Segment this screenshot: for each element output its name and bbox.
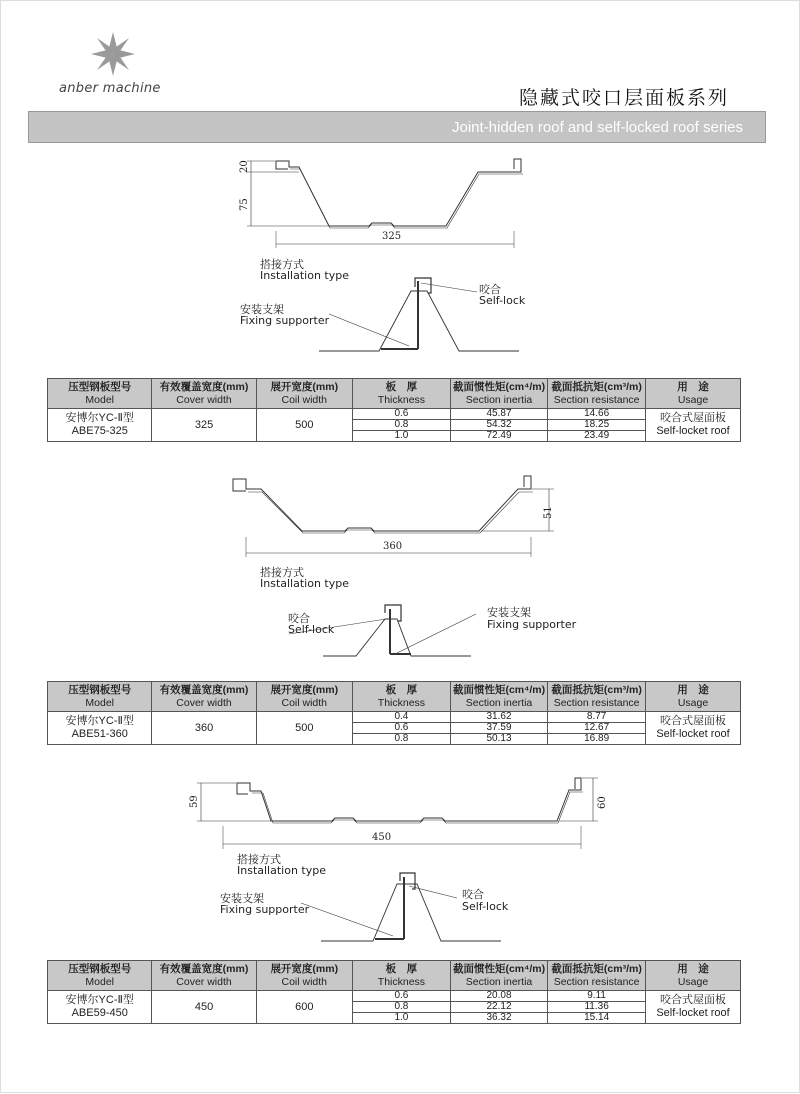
col-thickness: 板 厚 Thickness xyxy=(353,961,451,991)
col-usage: 用 途 Usage xyxy=(646,379,741,409)
inertia-cell: 45.87 xyxy=(450,409,547,420)
col-inertia: 截面惯性矩(cm⁴/m) Section inertia xyxy=(450,682,547,712)
resistance-cell: 23.49 xyxy=(548,431,646,442)
fixing-supporter-cn: 安装支架 xyxy=(240,303,284,316)
dim-height-20: 20 xyxy=(239,160,250,173)
col-thickness: 板 厚 Thickness xyxy=(353,682,451,712)
resistance-cell: 14.66 xyxy=(548,409,646,420)
inertia-cell: 50.13 xyxy=(450,734,547,745)
fixing-supporter-cn: 安装支架 xyxy=(487,606,531,619)
dim-width-325: 325 xyxy=(382,231,402,242)
table-row xyxy=(48,712,741,723)
resistance-cell: 9.11 xyxy=(548,991,646,1002)
thickness-cell: 0.6 xyxy=(353,723,451,734)
dim-width-360: 360 xyxy=(383,541,403,552)
resistance-cell: 11.36 xyxy=(548,1002,646,1013)
col-coil-width: 展开宽度(mm) Coil width xyxy=(256,961,352,991)
usage-cell: 咬合式屋面板 Self-locket roof xyxy=(646,712,741,745)
resistance-cell: 16.89 xyxy=(548,734,646,745)
col-thickness: 板 厚 Thickness xyxy=(353,379,451,409)
spec-table-75-325 xyxy=(47,378,741,442)
thickness-cell: 0.8 xyxy=(353,734,451,745)
inertia-cell: 22.12 xyxy=(450,1002,547,1013)
resistance-cell: 18.25 xyxy=(548,420,646,431)
col-usage: 用 途 Usage xyxy=(646,682,741,712)
model-cell: 安博尔YC-Ⅱ型 ABE59-450 xyxy=(48,991,152,1024)
table-row xyxy=(48,991,741,1002)
col-resistance: 截面抵抗矩(cm³/m) Section resistance xyxy=(548,682,646,712)
thickness-cell: 0.4 xyxy=(353,712,451,723)
col-cover-width: 有效覆盖宽度(mm) Cover width xyxy=(152,682,256,712)
page-title-cn: 隐藏式咬口层面板系列 xyxy=(519,87,730,109)
cover-cell: 450 xyxy=(152,991,256,1024)
thickness-cell: 1.0 xyxy=(353,431,451,442)
fixing-supporter-en: Fixing supporter xyxy=(240,314,330,327)
inertia-cell: 54.32 xyxy=(450,420,547,431)
dim-height-60: 60 xyxy=(597,796,608,809)
thickness-cell: 0.6 xyxy=(353,409,451,420)
self-lock-en: Self-lock xyxy=(479,294,526,307)
coil-cell: 500 xyxy=(256,409,352,442)
col-resistance: 截面抵抗矩(cm³/m) Section resistance xyxy=(548,961,646,991)
inertia-cell: 37.59 xyxy=(450,723,547,734)
thickness-cell: 1.0 xyxy=(353,1013,451,1024)
self-lock-cn: 咬合 xyxy=(462,888,484,901)
install-type-cn: 搭接方式 xyxy=(237,853,281,866)
dim-height-51: 51 xyxy=(543,506,554,519)
thickness-cell: 0.8 xyxy=(353,420,451,431)
col-coil-width: 展开宽度(mm) Coil width xyxy=(256,379,352,409)
dim-height-59: 59 xyxy=(189,795,200,808)
col-inertia: 截面惯性矩(cm⁴/m) Section inertia xyxy=(450,961,547,991)
self-lock-cn: 咬合 xyxy=(479,283,501,296)
dim-width-450: 450 xyxy=(372,832,392,843)
col-model: 压型钢板型号 Model xyxy=(48,961,152,991)
col-cover-width: 有效覆盖宽度(mm) Cover width xyxy=(152,961,256,991)
inertia-cell: 72.49 xyxy=(450,431,547,442)
spec-table-59-450 xyxy=(47,960,741,1024)
model-cell: 安博尔YC-Ⅱ型 ABE51-360 xyxy=(48,712,152,745)
fixing-supporter-en: Fixing supporter xyxy=(487,618,577,631)
thickness-cell: 0.8 xyxy=(353,1002,451,1013)
banner-title: Joint-hidden roof and self-locked roof series xyxy=(452,119,743,136)
coil-cell: 500 xyxy=(256,712,352,745)
col-model: 压型钢板型号 Model xyxy=(48,379,152,409)
install-type-cn: 搭接方式 xyxy=(260,258,304,271)
table-row xyxy=(48,409,741,420)
inertia-cell: 20.08 xyxy=(450,991,547,1002)
cover-cell: 325 xyxy=(152,409,256,442)
self-lock-cn: 咬合 xyxy=(288,612,310,625)
install-type-en: Installation type xyxy=(237,864,326,877)
self-lock-en: Self-lock xyxy=(288,623,335,636)
install-type-en: Installation type xyxy=(260,269,349,282)
resistance-cell: 15.14 xyxy=(548,1013,646,1024)
usage-cell: 咬合式屋面板 Self-locket roof xyxy=(646,991,741,1024)
brand-name: anber machine xyxy=(59,81,161,96)
col-coil-width: 展开宽度(mm) Coil width xyxy=(256,682,352,712)
fixing-supporter-cn: 安装支架 xyxy=(220,892,264,905)
coil-cell: 600 xyxy=(256,991,352,1024)
resistance-cell: 12.67 xyxy=(548,723,646,734)
col-inertia: 截面惯性矩(cm⁴/m) Section inertia xyxy=(450,379,547,409)
usage-cell: 咬合式屋面板 Self-locket roof xyxy=(646,409,741,442)
resistance-cell: 8.77 xyxy=(548,712,646,723)
spec-table-51-360 xyxy=(47,681,741,745)
install-type-cn: 搭接方式 xyxy=(260,566,304,579)
col-resistance: 截面抵抗矩(cm³/m) Section resistance xyxy=(548,379,646,409)
fixing-supporter-en: Fixing supporter xyxy=(220,903,310,916)
dim-height-75: 75 xyxy=(239,198,250,211)
model-cell: 安博尔YC-Ⅱ型 ABE75-325 xyxy=(48,409,152,442)
install-type-en: Installation type xyxy=(260,577,349,590)
col-usage: 用 途 Usage xyxy=(646,961,741,991)
col-model: 压型钢板型号 Model xyxy=(48,682,152,712)
inertia-cell: 36.32 xyxy=(450,1013,547,1024)
thickness-cell: 0.6 xyxy=(353,991,451,1002)
cover-cell: 360 xyxy=(152,712,256,745)
self-lock-en: Self-lock xyxy=(462,900,509,913)
inertia-cell: 31.62 xyxy=(450,712,547,723)
col-cover-width: 有效覆盖宽度(mm) Cover width xyxy=(152,379,256,409)
